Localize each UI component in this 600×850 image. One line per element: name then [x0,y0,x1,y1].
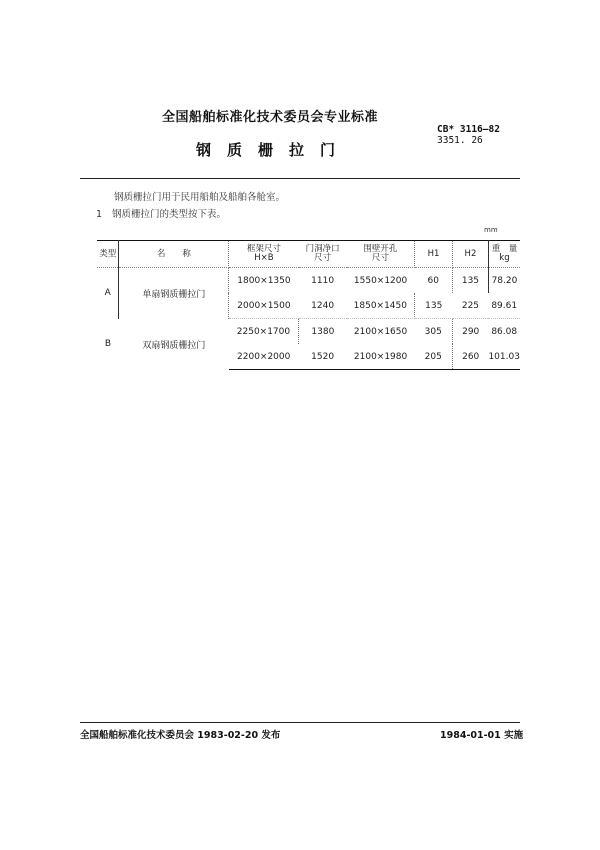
cell-opening: 1240 [299,293,347,319]
document-title: 钢质栅拉门 [196,141,352,159]
standard-code: CB* 3116—82 [437,124,500,135]
cell-weight: 101.03 [488,344,520,370]
door-spec-table [97,240,520,370]
header-frame-size-sub: H×B [254,253,274,263]
cell-wall-hole: 1550×1200 [353,275,408,286]
footer-rule [80,722,520,723]
committee-header: 全国船舶标准化技术委员会专业标准 [161,110,378,125]
effective-date: 1984-01-01 实施 [440,730,524,741]
header-h1: H1 [415,241,453,268]
unit-label: mm [484,226,498,234]
cell-frame-size: 2200×2000 [229,344,299,370]
cell-type: B [104,339,112,349]
header-frame-size-label: 框架尺寸 [246,244,281,254]
cell-opening: 1380 [311,326,335,337]
cell-weight: 89.61 [488,293,520,319]
header-h2: H2 [452,241,488,268]
cell-h1: 135 [415,293,453,319]
cell-opening: 1110 [311,275,335,286]
header-wall-hole-label: 围壁开孔 [363,244,398,254]
cell-frame-size: 1800×1350 [237,275,291,286]
intro-paragraph: 钢质栅拉门用于民用船舶及船舶各舱室。 [114,192,286,203]
cell-wall-hole: 2100×1980 [347,344,415,370]
cell-h2: 135 [452,268,488,294]
cell-h2: 225 [452,293,488,319]
header-wall-hole-sub: 尺寸 [371,253,389,263]
cell-wall-hole: 2100×1650 [353,326,408,337]
issue-info: 全国船舶标准化技术委员会 1983-02-20 发布 [80,730,281,741]
cell-opening: 1520 [299,344,347,370]
header-rule [80,178,520,179]
cell-h1: 60 [415,268,453,294]
header-weight [488,241,520,268]
table-header-row [97,241,520,268]
table-row [97,319,520,345]
header-frame-size [229,241,299,268]
header-weight-label: 重 量 [491,244,518,254]
standard-code-block [437,124,500,146]
header-opening-sub: 尺寸 [314,253,332,263]
cell-frame-size: 2250×1700 [229,319,299,345]
cell-wall-hole: 1850×1450 [347,293,415,319]
header-wall-hole [347,241,415,268]
cell-weight: 78.20 [491,275,518,286]
cell-name: 双扇钢质栅拉门 [142,340,206,351]
cell-h2: 260 [452,344,488,370]
table-row [97,268,520,294]
header-weight-sub: kg [499,253,510,263]
cell-h1: 305 [415,319,453,345]
header-type: 类型 [97,241,119,268]
cell-frame-size: 2000×1500 [229,293,299,319]
cell-h2: 290 [462,326,480,337]
cell-name: 单扇钢质栅拉门 [119,268,229,319]
header-opening [299,241,347,268]
clause-number: 1 [96,209,103,220]
clause-text: 钢质栅拉门的类型按下表。 [112,209,227,220]
header-opening-label: 门洞净口 [305,244,340,254]
clause-1 [96,206,226,220]
cell-type: A [97,268,119,319]
header-name: 名 称 [119,241,229,268]
cell-weight: 86.08 [491,326,518,337]
classification-code: 3351. 26 [437,135,483,146]
cell-h1: 205 [415,344,453,370]
